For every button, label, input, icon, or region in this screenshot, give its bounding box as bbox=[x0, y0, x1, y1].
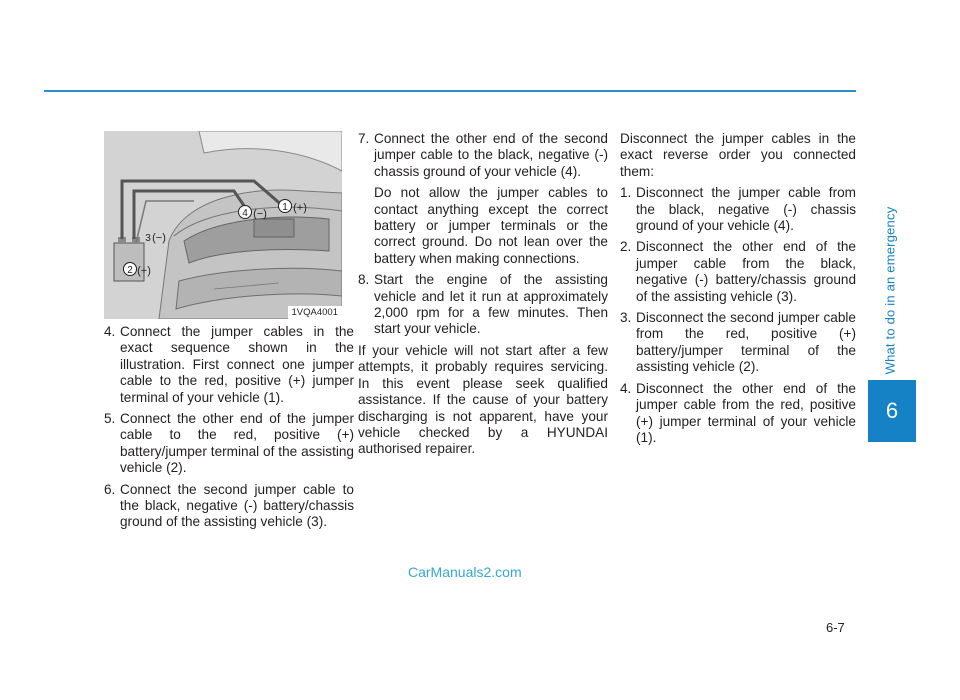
callout-3-number: 3 bbox=[145, 233, 151, 244]
callout-4-number: 4 bbox=[242, 208, 248, 219]
step-number: 7. bbox=[358, 131, 370, 146]
disconnect-intro: Disconnect the jumper cables in the exact reverse order you connected them: bbox=[620, 131, 856, 179]
disconnect-step-2 bbox=[620, 239, 856, 305]
section-title: What to do in an emergency bbox=[882, 206, 898, 374]
step-number: 8. bbox=[358, 272, 370, 288]
step-7-note: Do not allow the jumper cables to contact anything except the correct battery or jumper terminals or the correct ground. Do not lean over the battery when making connections. bbox=[374, 185, 608, 266]
step-text: Disconnect the jumper cable from the black, negative (-) chassis ground of your vehicle (4). bbox=[636, 185, 856, 234]
figure-code: 1VQA4001 bbox=[288, 306, 342, 319]
section-title-vertical bbox=[878, 195, 902, 385]
step-number: 5. bbox=[104, 411, 116, 427]
step-7 bbox=[358, 131, 608, 180]
step-text: Connect the jumper cables in the exact sequence shown in the illustration. First connect one jumper cable to the red, positive (+) jumper terminal of your vehicle (1). bbox=[120, 324, 354, 405]
step-text: Disconnect the other end of the jumper cable from the black, negative (-) battery/chassis ground of the assisting vehicle (3). bbox=[636, 239, 856, 304]
engine-bay-drawing bbox=[104, 131, 342, 319]
disconnect-step-3 bbox=[620, 310, 856, 376]
column-1 bbox=[104, 324, 354, 536]
svg-text:(−): (−) bbox=[253, 208, 267, 220]
step-5 bbox=[104, 411, 354, 477]
step-text: Connect the second jumper cable to the black, negative (-) battery/chassis ground of the assisting vehicle (3). bbox=[120, 481, 354, 530]
svg-text:(+): (+) bbox=[137, 265, 151, 277]
step-number: 4. bbox=[104, 324, 116, 339]
step-6 bbox=[104, 482, 354, 531]
disconnect-step-1 bbox=[620, 185, 856, 234]
chapter-tab[interactable] bbox=[868, 380, 916, 442]
step-text: Connect the other end of the jumper cable to the red, positive (+) battery/jumper terminal of the assisting vehicle (2). bbox=[120, 411, 354, 476]
column-3 bbox=[620, 131, 856, 451]
disconnect-step-4 bbox=[620, 381, 856, 447]
servicing-paragraph: If your vehicle will not start after a few attempts, it probably requires servicing. In this event please seek qualified assistance. If the cause of your battery discharging is not apparent, have your vehicle checked by a HYUNDAI authorised repairer. bbox=[358, 342, 608, 457]
svg-text:(+): (+) bbox=[293, 202, 307, 214]
jump-start-illustration bbox=[104, 131, 342, 319]
page-number: 6-7 bbox=[826, 620, 845, 635]
watermark-link[interactable]: CarManuals2.com bbox=[408, 564, 522, 580]
step-8 bbox=[358, 272, 608, 338]
step-number: 4. bbox=[620, 380, 632, 396]
column-2 bbox=[358, 131, 608, 458]
step-number: 3. bbox=[620, 310, 632, 326]
callout-2-number: 2 bbox=[127, 265, 133, 276]
step-number: 6. bbox=[104, 481, 116, 497]
step-number: 1. bbox=[620, 185, 632, 201]
step-number: 2. bbox=[620, 239, 632, 255]
chapter-number: 6 bbox=[885, 398, 899, 423]
callout-1-number: 1 bbox=[282, 202, 288, 213]
header-rule bbox=[44, 90, 856, 92]
step-text: Connect the other end of the second jumper cable to the black, negative (-) chassis ground of your vehicle (4). bbox=[374, 131, 608, 179]
step-text: Disconnect the second jumper cable from the red, positive (+) battery/jumper terminal of the assisting vehicle (2). bbox=[636, 310, 856, 375]
step-text: Start the engine of the assisting vehicle and let it run at approximately 2,000 rpm for a few minutes. Then start your vehicle. bbox=[374, 272, 608, 337]
step-4 bbox=[104, 324, 354, 406]
step-text: Disconnect the other end of the jumper cable from the red, positive (+) jumper terminal of your vehicle (1). bbox=[636, 380, 856, 445]
svg-text:(−): (−) bbox=[152, 232, 166, 244]
